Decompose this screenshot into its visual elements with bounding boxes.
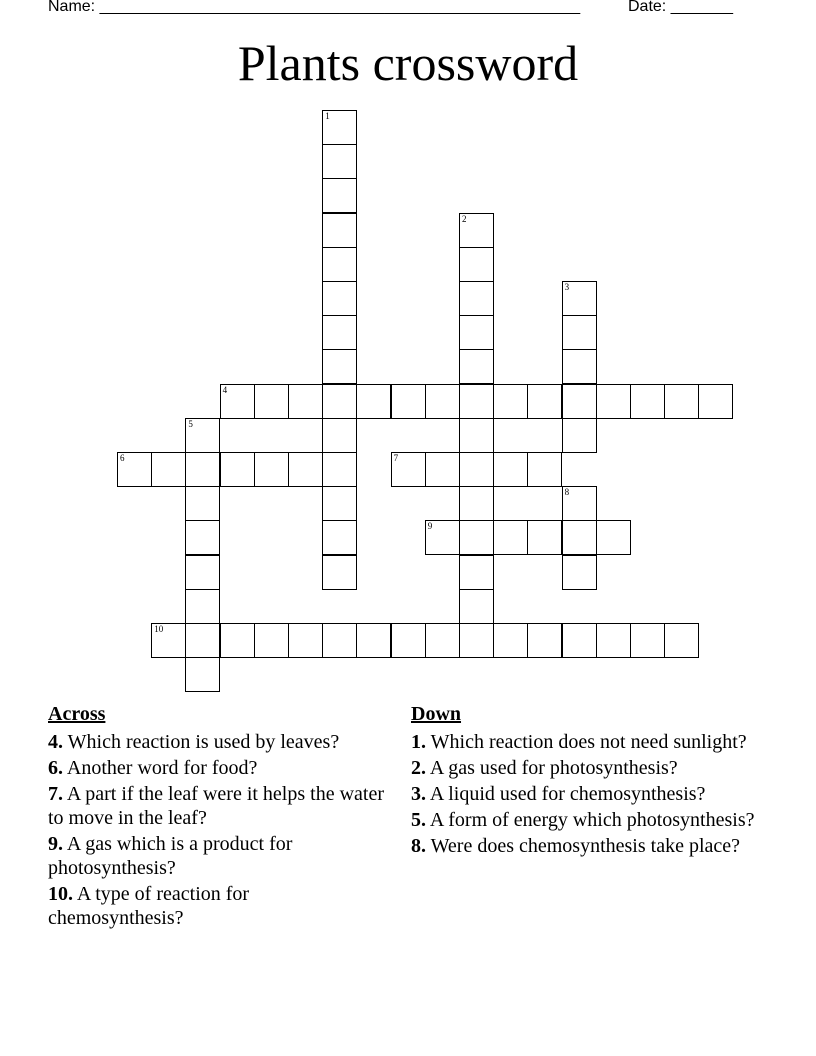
grid-cell[interactable]: [459, 589, 494, 624]
clue-number: 10: [154, 624, 164, 634]
grid-cell[interactable]: [527, 520, 562, 555]
grid-cell[interactable]: [254, 452, 289, 487]
grid-cell[interactable]: [288, 623, 323, 658]
grid-cell[interactable]: [459, 213, 494, 248]
clue-down-5: 5. A form of energy which photosynthesis?: [411, 809, 755, 831]
grid-cell[interactable]: [425, 520, 460, 555]
grid-cell[interactable]: [459, 555, 494, 590]
grid-cell[interactable]: [391, 384, 426, 419]
clue-across-4: 4. Which reaction is used by leaves?: [48, 731, 340, 753]
grid-cell[interactable]: [562, 418, 597, 453]
grid-cell[interactable]: [493, 452, 528, 487]
grid-cell[interactable]: [562, 555, 597, 590]
grid-cell[interactable]: [185, 589, 220, 624]
grid-cell[interactable]: [459, 418, 494, 453]
grid-cell[interactable]: [288, 452, 323, 487]
page-title: Plants crossword: [237, 35, 579, 91]
grid-cell[interactable]: [664, 384, 699, 419]
clue-number: 2: [462, 213, 467, 224]
clue-number: 3: [564, 282, 570, 292]
grid-cell[interactable]: [254, 384, 289, 419]
across-heading: Across: [48, 703, 106, 725]
grid-cell[interactable]: [596, 520, 631, 555]
grid-cell[interactable]: [185, 657, 220, 692]
grid-cell[interactable]: [391, 623, 426, 658]
grid-cell[interactable]: [322, 349, 357, 384]
clue-number: 5: [188, 418, 193, 429]
grid-cell[interactable]: [596, 384, 631, 419]
grid-cell[interactable]: [185, 623, 220, 658]
grid-cell[interactable]: [527, 384, 562, 419]
grid-cell[interactable]: [322, 315, 357, 350]
grid-cell[interactable]: [322, 486, 357, 521]
clue-number: 8: [564, 487, 570, 498]
grid-cell[interactable]: [527, 452, 562, 487]
grid-cell[interactable]: [185, 555, 220, 590]
grid-cell[interactable]: [322, 452, 357, 487]
grid-cell[interactable]: [322, 247, 357, 282]
grid-cell[interactable]: [425, 384, 460, 419]
grid-cell[interactable]: [562, 349, 597, 384]
grid-cell[interactable]: [288, 384, 323, 419]
name-field[interactable]: Name: ______________________________________________________: [48, 0, 581, 15]
grid-cell[interactable]: [459, 623, 494, 658]
clue-down-2: 2. A gas used for photosynthesis?: [411, 757, 678, 779]
grid-cell[interactable]: [562, 315, 597, 350]
grid-cell[interactable]: [630, 623, 665, 658]
grid-cell[interactable]: [562, 384, 597, 419]
grid-cell[interactable]: [322, 623, 357, 658]
grid-cell[interactable]: [220, 452, 255, 487]
down-clues: [411, 702, 756, 860]
grid-cell[interactable]: [562, 623, 597, 658]
grid-cell[interactable]: [527, 623, 562, 658]
grid-cell[interactable]: [698, 384, 733, 419]
clue-across-9: 9. A gas which is a product for photosynthesis?: [48, 833, 293, 879]
grid-cell[interactable]: [391, 452, 426, 487]
grid-cell[interactable]: [185, 418, 220, 453]
clue-number: 4: [222, 384, 228, 395]
grid-cell[interactable]: [459, 281, 494, 316]
grid-cell[interactable]: [596, 623, 631, 658]
grid-cell[interactable]: [322, 520, 357, 555]
grid-cell[interactable]: [459, 349, 494, 384]
clue-number: 1: [325, 111, 330, 121]
grid-cell[interactable]: [459, 384, 494, 419]
down-heading: Down: [411, 703, 462, 725]
grid-cell[interactable]: [117, 452, 152, 487]
grid-cell[interactable]: [185, 452, 220, 487]
grid-cell[interactable]: [562, 281, 597, 316]
clue-across-10: 10. A type of reaction for chemosynthesis?: [48, 883, 250, 929]
grid-cell[interactable]: [664, 623, 699, 658]
grid-cell[interactable]: [220, 384, 255, 419]
grid-cell[interactable]: [322, 281, 357, 316]
grid-cell[interactable]: [322, 555, 357, 590]
clue-number: 6: [120, 453, 125, 463]
grid-cell[interactable]: [322, 144, 357, 179]
grid-cell[interactable]: [493, 623, 528, 658]
grid-cell[interactable]: [459, 452, 494, 487]
grid-cell[interactable]: [322, 384, 357, 419]
grid-cell[interactable]: [459, 520, 494, 555]
grid-cell[interactable]: [459, 247, 494, 282]
date-field[interactable]: Date: _______: [628, 0, 733, 15]
grid-cell[interactable]: [459, 486, 494, 521]
grid-cell[interactable]: [185, 486, 220, 521]
clue-across-7: 7. A part if the leaf were it helps the water to move in the leaf?: [48, 783, 384, 829]
grid-cell[interactable]: [562, 486, 597, 521]
grid-cell[interactable]: [356, 384, 391, 419]
clue-number: 9: [427, 521, 433, 532]
grid-cell[interactable]: [322, 418, 357, 453]
grid-cell[interactable]: [322, 213, 357, 248]
grid-cell[interactable]: [425, 623, 460, 658]
grid-cell[interactable]: [322, 178, 357, 213]
grid-cell[interactable]: [254, 623, 289, 658]
grid-cell[interactable]: [459, 315, 494, 350]
clue-down-3: 3. A liquid used for chemosynthesis?: [411, 783, 706, 805]
grid-cell[interactable]: [322, 110, 357, 145]
grid-cell[interactable]: [185, 520, 220, 555]
across-clues: [48, 702, 388, 932]
grid-cell[interactable]: [220, 623, 255, 658]
clue-down-8: 8. Were does chemosynthesis take place?: [411, 835, 741, 857]
grid-cell[interactable]: [562, 520, 597, 555]
clue-down-1: 1. Which reaction does not need sunlight?: [411, 731, 747, 753]
grid-cell[interactable]: [356, 623, 391, 658]
clue-number: 7: [393, 453, 399, 463]
grid-cell[interactable]: [493, 520, 528, 555]
grid-cell[interactable]: [151, 623, 186, 658]
grid-cell[interactable]: [493, 384, 528, 419]
clue-across-6: 6. Another word for food?: [48, 757, 258, 779]
grid-cell[interactable]: [151, 452, 186, 487]
grid-cell[interactable]: [425, 452, 460, 487]
grid-cell[interactable]: [630, 384, 665, 419]
